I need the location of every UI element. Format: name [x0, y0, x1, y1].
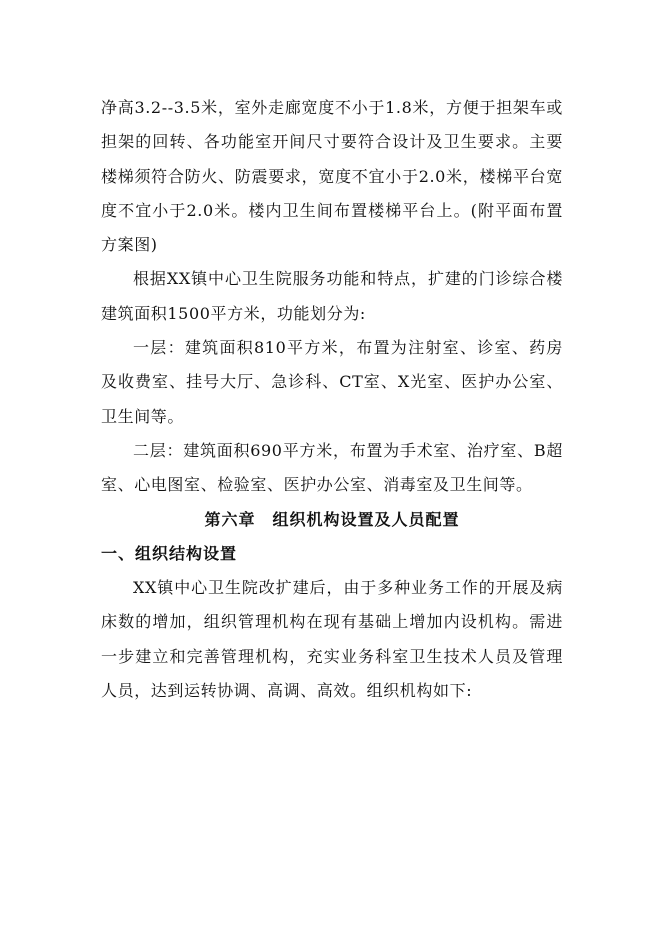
paragraph-building-area: 根据XX镇中心卫生院服务功能和特点，扩建的门诊综合楼建筑面积1500平方米，功能划分为:: [101, 269, 563, 323]
paragraph-first-floor: 一层：建筑面积810平方米，布置为注射室、诊室、药房及收费室、挂号大厅、急诊科、CT室、X光室、医护办公室、卫生间等。: [101, 338, 563, 426]
section-title: 一、组织结构设置: [101, 543, 238, 563]
chapter-title: 第六章 组织机构设置及人员配置: [204, 509, 460, 529]
document-body: [101, 91, 563, 708]
paragraph-organization: XX镇中心卫生院改扩建后，由于多种业务工作的开展及病床数的增加，组织管理机构在现有基础上增加内设机构。需进一步建立和完善管理机构，充实业务科室卫生技术人员及管理人员，达到运转协调、高调、高效。组织机构如下:: [101, 578, 563, 701]
paragraph-floor-height: 净高3.2--3.5米，室外走廊宽度不小于1.8米，方便于担架车或担架的回转、各功能室开间尺寸要符合设计及卫生要求。主要楼梯须符合防火、防震要求，宽度不宜小于2.0米，楼梯平台宽度不宜小于2.0米。楼内卫生间布置楼梯平台上。(附平面布置方案图): [101, 98, 563, 255]
paragraph-second-floor: 二层：建筑面积690平方米，布置为手术室、治疗室、B超室、心电图室、检验室、医护办公室、消毒室及卫生间等。: [101, 440, 563, 495]
